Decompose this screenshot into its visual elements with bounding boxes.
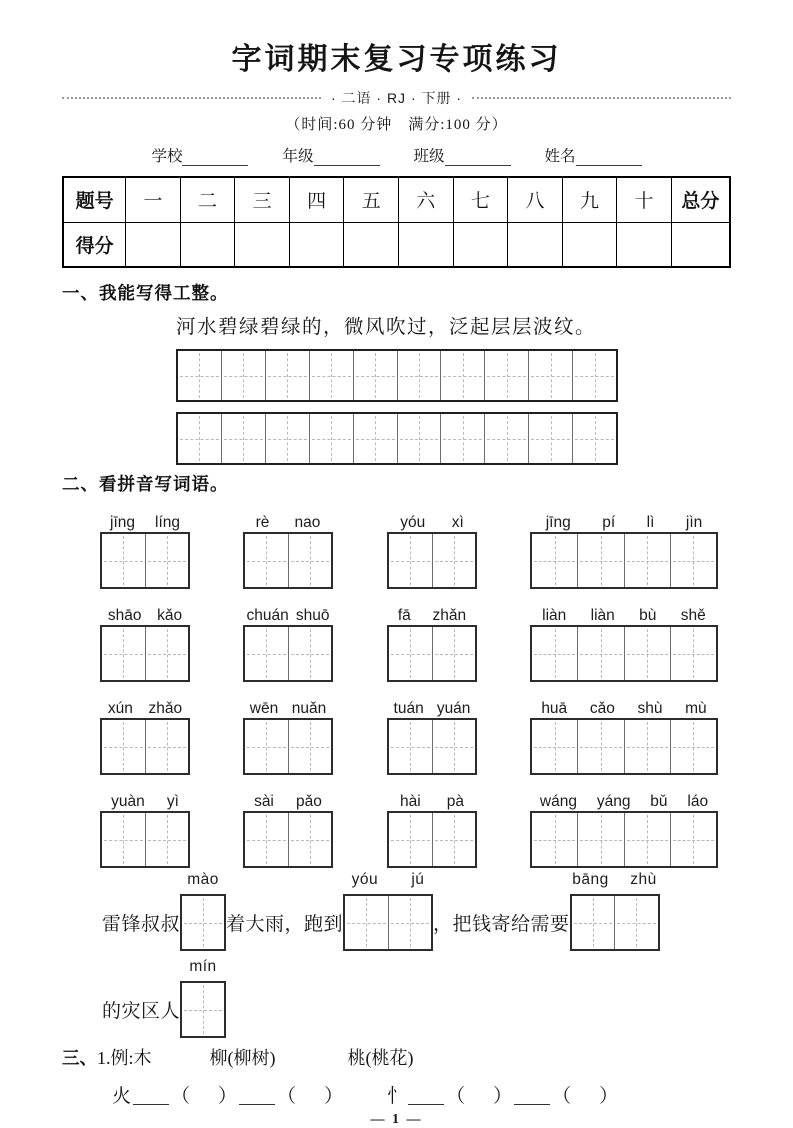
score-col-5: 五 [344,177,399,222]
write-cell[interactable] [572,414,616,463]
score-table-header-row [63,177,730,222]
write-cell[interactable] [221,414,265,463]
write-cell[interactable] [102,720,145,773]
section1-heading: 一、我能写得工整。 [62,283,229,303]
pinyin-word-group [387,789,477,868]
write-cell[interactable] [484,414,528,463]
field-name-blank[interactable] [576,151,642,166]
pinyin-label: hài pà [400,793,464,810]
field-grade-blank[interactable] [314,151,380,166]
write-cell[interactable] [624,813,670,866]
answer-box[interactable] [243,625,333,682]
score-cell[interactable] [289,222,344,267]
pinyin-label: wēn nuǎn [249,700,327,717]
paren-open: （ [552,1086,572,1107]
write-cell[interactable] [178,351,221,400]
answer-box[interactable] [343,894,433,951]
field-school-label: 学校 [151,148,183,165]
answer-box[interactable] [387,811,477,868]
write-cell[interactable] [389,720,432,773]
radical-fire: 火 [112,1086,132,1107]
pinyin-word-group [387,696,477,775]
score-cell[interactable] [508,222,563,267]
score-col-3: 三 [235,177,290,222]
pinyin-word-group [387,510,477,589]
pinyin-word-group [243,603,333,682]
score-col-total: 总分 [671,177,730,222]
field-class-blank[interactable] [445,151,511,166]
score-cell[interactable] [562,222,617,267]
sentence-text: 着大雨，跑到 [226,914,344,935]
answer-box[interactable] [387,532,477,589]
edition-label: · 二语 · RJ · 下册 · [330,90,463,106]
write-cell[interactable] [178,414,221,463]
write-cell[interactable] [245,534,288,587]
pinyin-label: yóu jú [351,871,425,888]
write-cell[interactable] [528,351,572,400]
section2-heading: 二、看拼音写词语。 [62,474,229,494]
pinyin-label: bāng zhù [572,871,657,888]
write-cell[interactable] [265,351,309,400]
score-col-8: 八 [508,177,563,222]
write-cell[interactable] [102,813,145,866]
write-cell[interactable] [532,720,577,773]
answer-box[interactable] [530,718,718,775]
paren-open: （ [277,1086,297,1107]
dotted-divider-left [62,97,321,99]
pinyin-label: xún zhǎo [107,700,183,717]
answer-box[interactable] [387,718,477,775]
write-cell[interactable] [440,414,484,463]
write-cell[interactable] [670,534,716,587]
paren-pair[interactable] [446,1081,512,1108]
score-cell[interactable] [126,222,181,267]
answer-box[interactable] [100,811,190,868]
score-col-7: 七 [453,177,508,222]
write-cell[interactable] [432,534,476,587]
sentence-text: 雷锋叔叔 [102,914,181,935]
score-col-4: 四 [289,177,344,222]
score-cell-total[interactable] [671,222,730,267]
field-class-label: 班级 [413,148,445,165]
write-cell[interactable] [670,720,716,773]
fill-sentence-line-2 [102,957,731,1038]
pinyin-label: mín [189,958,217,975]
write-cell[interactable] [353,351,397,400]
answer-box[interactable] [387,625,477,682]
writing-grid-row-2[interactable] [176,412,618,465]
section3-number: 三、 [62,1048,97,1068]
write-cell[interactable] [528,414,572,463]
write-cell[interactable] [389,813,432,866]
write-cell[interactable] [572,351,616,400]
write-cell[interactable] [245,627,288,680]
write-cell[interactable] [182,983,224,1036]
field-name-label: 姓名 [544,148,576,165]
score-table-score-row [63,222,730,267]
score-table [62,176,731,268]
inline-answer-box-bangzhu [570,871,660,951]
score-table-corner: 题号 [63,177,126,222]
pinyin-word-group [243,696,333,775]
write-cell[interactable] [145,720,189,773]
answer-blank[interactable] [133,1104,169,1105]
write-cell[interactable] [532,627,577,680]
dotted-divider-right [472,97,731,99]
score-col-1: 一 [126,177,181,222]
field-school-blank[interactable] [182,151,248,166]
pinyin-label: tuán yuán [393,700,471,717]
pinyin-label: liàn liàn bù shě [542,607,706,624]
field-name [545,144,642,166]
write-cell[interactable] [432,813,476,866]
score-cell[interactable] [453,222,508,267]
pinyin-label: fā zhǎn [397,607,467,624]
pinyin-row-3 [62,696,731,775]
write-cell[interactable] [670,627,716,680]
field-school [151,144,248,166]
write-cell[interactable] [353,414,397,463]
field-grade-label: 年级 [282,148,314,165]
write-cell[interactable] [397,351,441,400]
radical-heart: 忄 [387,1086,407,1107]
answer-blank[interactable] [408,1104,444,1105]
write-cell[interactable] [389,627,432,680]
pinyin-word-group [530,789,718,868]
write-cell[interactable] [345,896,388,949]
write-cell[interactable] [288,534,332,587]
pinyin-word-group [100,603,190,682]
write-cell[interactable] [577,627,623,680]
answer-box[interactable] [243,532,333,589]
answer-box[interactable] [100,625,190,682]
score-cell[interactable] [235,222,290,267]
write-cell[interactable] [624,720,670,773]
pinyin-row-2 [62,603,731,682]
write-cell[interactable] [440,351,484,400]
paren-close: ） [218,1086,238,1107]
answer-box[interactable] [180,894,226,951]
answer-blank[interactable] [514,1104,550,1105]
paren-close: ） [324,1086,344,1107]
write-cell[interactable] [145,813,189,866]
answer-box[interactable] [243,811,333,868]
write-cell[interactable] [245,813,288,866]
paren-pair[interactable] [171,1081,237,1108]
write-cell[interactable] [288,813,332,866]
section3-example-willow: 柳(柳树) [209,1048,276,1068]
score-col-9: 九 [562,177,617,222]
section3-prefix: 1.例:木 [97,1048,152,1068]
score-cell[interactable] [399,222,454,267]
paren-close: ） [599,1086,619,1107]
pinyin-label: jīng líng [110,514,180,531]
writing-grid-row-1[interactable] [176,349,618,402]
score-col-2: 二 [180,177,235,222]
write-cell[interactable] [102,534,145,587]
pinyin-word-group [100,510,190,589]
fill-sentence-line-1 [102,870,731,951]
field-class [414,144,511,166]
score-cell[interactable] [180,222,235,267]
score-col-10: 十 [617,177,672,222]
paren-close: ） [493,1086,513,1107]
write-cell[interactable] [182,896,224,949]
write-cell[interactable] [221,351,265,400]
score-col-6: 六 [399,177,454,222]
section3-heading-line [62,1044,731,1070]
write-cell[interactable] [245,720,288,773]
write-cell[interactable] [624,534,670,587]
write-cell[interactable] [532,534,577,587]
write-cell[interactable] [309,351,353,400]
copy-sentence: 河水碧绿碧绿的，微风吹过，泛起层层波纹。 [176,317,597,338]
write-cell[interactable] [265,414,309,463]
answer-blank[interactable] [239,1104,275,1105]
time-score-note: （时间:60 分钟 满分:100 分） [285,117,508,133]
sentence-text: ，把钱寄给需要 [433,914,570,935]
section3-exercise-line [112,1078,731,1108]
pinyin-word-group [530,510,718,589]
page-number: — 1 — [370,1112,423,1127]
write-cell[interactable] [388,896,432,949]
write-cell[interactable] [614,896,658,949]
pinyin-word-group [387,603,477,682]
answer-box[interactable] [530,625,718,682]
write-cell[interactable] [577,720,623,773]
pinyin-word-group [530,603,718,682]
student-info-row [62,142,731,166]
answer-box[interactable] [570,894,660,951]
pinyin-label: wáng yáng bǔ láo [539,793,709,810]
paren-open: （ [446,1086,466,1107]
inline-answer-box-youju [343,871,433,951]
pinyin-label: mào [187,871,219,888]
pinyin-label: yóu xì [400,514,464,531]
write-cell[interactable] [309,414,353,463]
paren-pair[interactable] [277,1081,343,1108]
edition-row [62,88,731,108]
pinyin-label: rè nao [255,514,321,531]
write-cell[interactable] [577,534,623,587]
pinyin-label: sài pǎo [254,793,322,810]
paren-pair[interactable] [552,1081,618,1108]
pinyin-row-4 [62,789,731,868]
pinyin-word-group [243,510,333,589]
score-cell[interactable] [344,222,399,267]
inline-answer-box-min [180,958,226,1038]
write-cell[interactable] [145,534,189,587]
write-cell[interactable] [288,720,332,773]
write-cell[interactable] [102,627,145,680]
write-cell[interactable] [624,627,670,680]
answer-box[interactable] [243,718,333,775]
answer-box[interactable] [530,532,718,589]
answer-box[interactable] [180,981,226,1038]
pinyin-label: shāo kǎo [107,607,183,624]
write-cell[interactable] [532,813,577,866]
write-cell[interactable] [432,627,476,680]
paren-open: （ [171,1086,191,1107]
answer-box[interactable] [530,811,718,868]
write-cell[interactable] [577,813,623,866]
pinyin-word-group [530,696,718,775]
inline-answer-box-mao [180,871,226,951]
score-cell[interactable] [617,222,672,267]
section3-example-peach: 桃(桃花) [347,1048,414,1068]
write-cell[interactable] [397,414,441,463]
pinyin-label: huā cǎo shù mù [541,700,707,717]
answer-box[interactable] [100,718,190,775]
pinyin-word-group [100,789,190,868]
pinyin-label: jīng pí lì jìn [545,514,703,531]
write-cell[interactable] [432,720,476,773]
pinyin-row-1 [62,510,731,589]
page-title: 字词期末复习专项练习 [231,43,562,76]
pinyin-label: yuàn yì [111,793,179,810]
write-cell[interactable] [288,627,332,680]
score-row-label: 得分 [63,222,126,267]
pinyin-label: chuán shuō [246,607,330,624]
write-cell[interactable] [145,627,189,680]
write-cell[interactable] [572,896,615,949]
sentence-text: 的灾区人 [102,1001,181,1022]
pinyin-word-group [100,696,190,775]
pinyin-word-group [243,789,333,868]
write-cell[interactable] [484,351,528,400]
write-cell[interactable] [670,813,716,866]
write-cell[interactable] [389,534,432,587]
answer-box[interactable] [100,532,190,589]
field-grade [282,144,379,166]
